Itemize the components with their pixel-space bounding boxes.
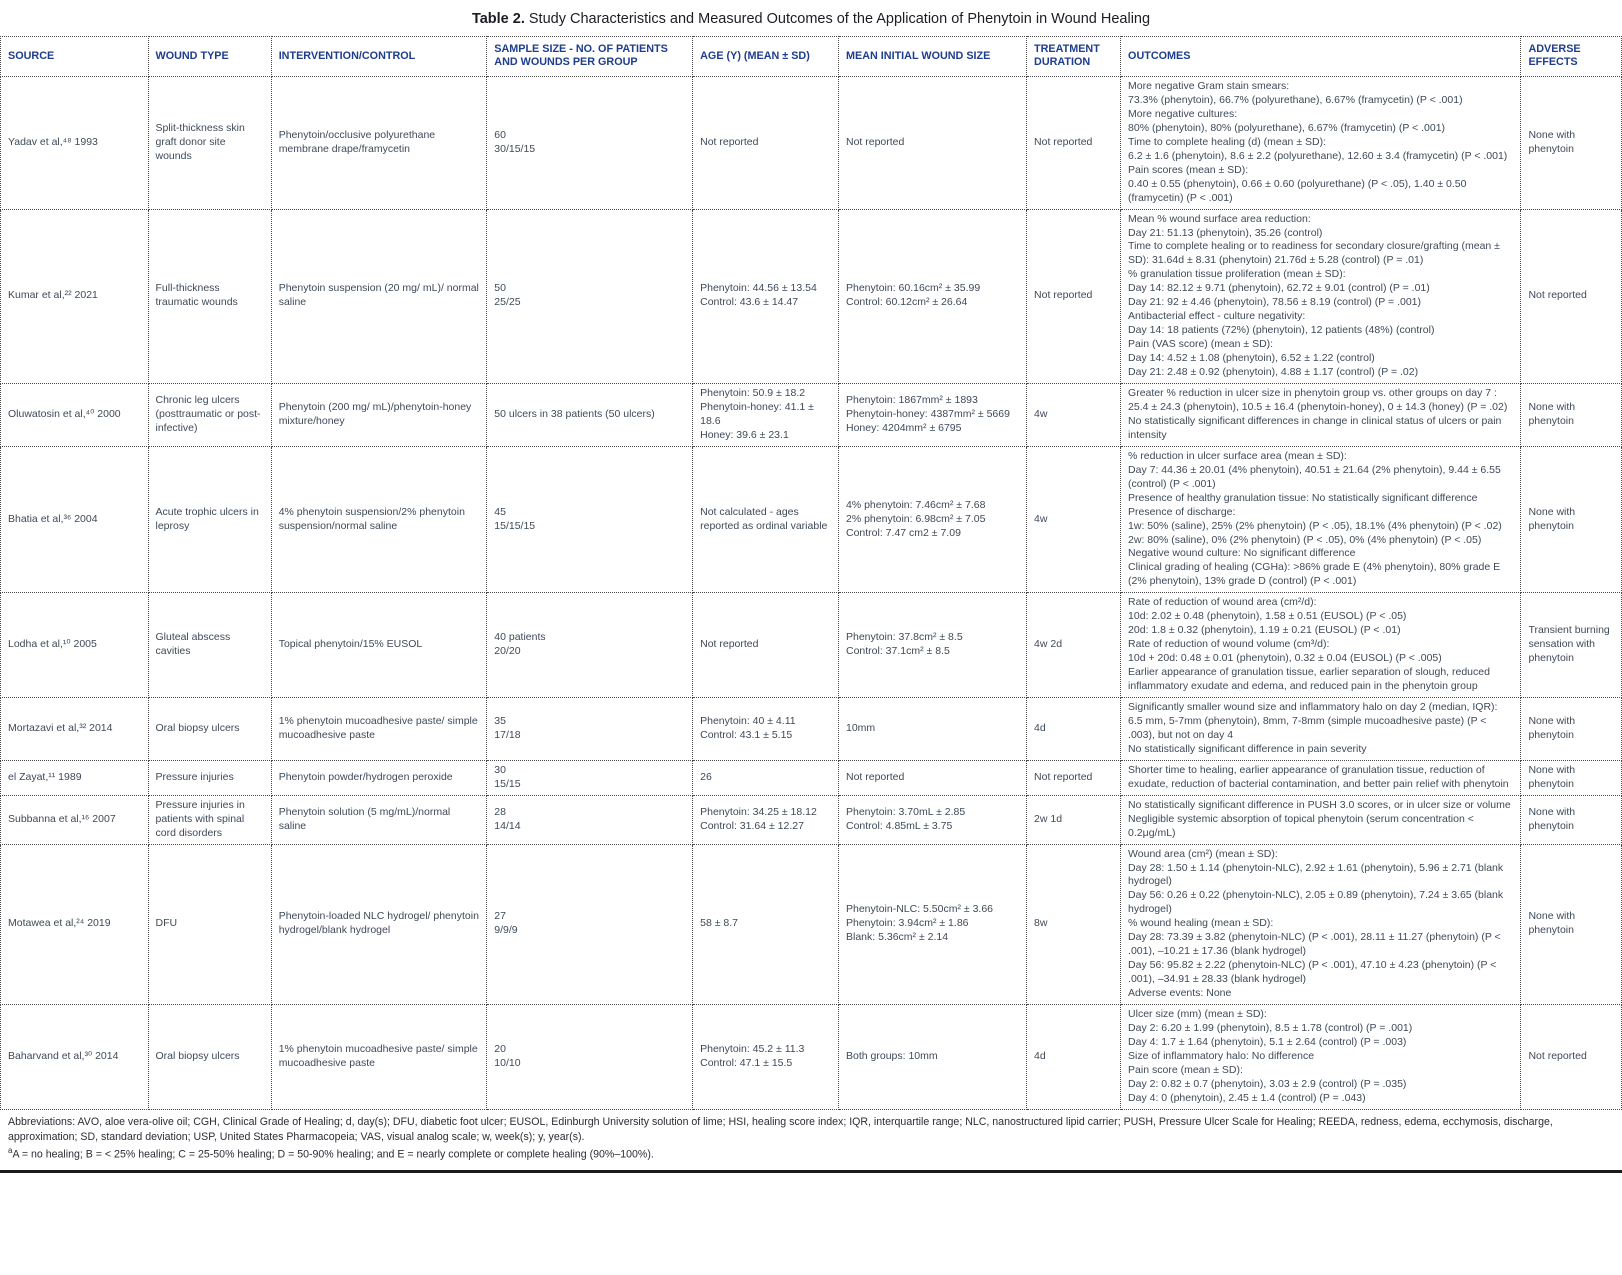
cell-sample_size: 45 15/15/15 bbox=[487, 446, 693, 593]
cell-source: Yadav et al,⁴⁸ 1993 bbox=[1, 76, 149, 209]
table-title-label: Table 2. bbox=[471, 11, 525, 27]
cell-adverse: None with phenytoin bbox=[1521, 795, 1622, 844]
cell-age: 26 bbox=[693, 760, 839, 795]
cell-outcomes: Ulcer size (mm) (mean ± SD): Day 2: 6.20 ± 1.99 (phenytoin), 8.5 ± 1.78 (control) (P = .001) Day 4: 1.7 ± 1.64 (phenytoin), 5.1 ± 2.64 (control) (P = .003) Size of inflammatory halo: No difference Pain score (mean ± SD): Day 2: 0.82 ± 0.7 (phenytoin), 3.03 ± 2.9 (control) (P = .035) Day 4: 0 (phenytoin), 2.45 ± 1.4 (control) (P = .043) bbox=[1121, 1005, 1521, 1110]
column-header-age: AGE (Y) (MEAN ± SD) bbox=[693, 37, 839, 77]
cell-duration: 4d bbox=[1027, 1005, 1121, 1110]
cell-adverse: None with phenytoin bbox=[1521, 760, 1622, 795]
column-header-adverse: ADVERSE EFFECTS bbox=[1521, 37, 1622, 77]
cell-intervention: Phenytoin solution (5 mg/mL)/normal saline bbox=[271, 795, 487, 844]
cell-adverse: None with phenytoin bbox=[1521, 383, 1622, 446]
cell-duration: 2w 1d bbox=[1027, 795, 1121, 844]
cell-wound_type: DFU bbox=[148, 844, 271, 1004]
column-header-sample_size: SAMPLE SIZE - NO. OF PATIENTS AND WOUNDS PER GROUP bbox=[487, 37, 693, 77]
bottom-rule bbox=[0, 1170, 1622, 1173]
cell-age: Phenytoin: 44.56 ± 13.54 Control: 43.6 ± 14.47 bbox=[693, 209, 839, 383]
cell-source: Subbanna et al,¹⁶ 2007 bbox=[1, 795, 149, 844]
cell-adverse: None with phenytoin bbox=[1521, 844, 1622, 1004]
cell-intervention: Phenytoin powder/hydrogen peroxide bbox=[271, 760, 487, 795]
cell-source: Baharvand et al,³⁰ 2014 bbox=[1, 1005, 149, 1110]
table-row bbox=[1, 795, 1622, 844]
study-table-header bbox=[1, 37, 1622, 77]
column-header-source: SOURCE bbox=[1, 37, 149, 77]
cell-duration: 4w bbox=[1027, 383, 1121, 446]
cell-outcomes: More negative Gram stain smears: 73.3% (phenytoin), 66.7% (polyurethane), 6.67% (framycetin) (P < .001) More negative cultures: 80% (phenytoin), 80% (polyurethane), 6.67% (framycetin) (P < .001) Time to complete healing (d) (mean ± SD): 6.2 ± 1.6 (phenytoin), 8.6 ± 2.2 (polyurethane), 12.60 ± 3.4 (framycetin) (P < .001) Pain scores (mean ± SD): 0.40 ± 0.55 (phenytoin), 0.66 ± 0.60 (polyurethane) (P < .05), 1.40 ± 0.50 (framycetin) (P < .001) bbox=[1121, 76, 1521, 209]
footnotes bbox=[0, 1110, 1622, 1168]
column-header-duration: TREATMENT DURATION bbox=[1027, 37, 1121, 77]
cell-wound_size: Phenytoin: 1867mm² ± 1893 Phenytoin-honey: 4387mm² ± 5669 Honey: 4204mm² ± 6795 bbox=[839, 383, 1027, 446]
cell-age: Not calculated - ages reported as ordinal variable bbox=[693, 446, 839, 593]
cell-wound_size: 4% phenytoin: 7.46cm² ± 7.68 2% phenytoin: 6.98cm² ± 7.05 Control: 7.47 cm2 ± 7.09 bbox=[839, 446, 1027, 593]
cell-source: el Zayat,¹¹ 1989 bbox=[1, 760, 149, 795]
footnote-line: $^a$A = no healing; B = < 25% healing; C = 25-50% healing; D = 50-90% healing; and E = nearly complete or complete healing (90%–100%). bbox=[8, 1146, 654, 1161]
cell-adverse: Not reported bbox=[1521, 209, 1622, 383]
cell-age: Phenytoin: 34.25 ± 18.12 Control: 31.64 ± 12.27 bbox=[693, 795, 839, 844]
column-header-intervention: INTERVENTION/CONTROL bbox=[271, 37, 487, 77]
cell-outcomes: No statistically significant difference in PUSH 3.0 scores, or in ulcer size or volume Negligible systemic absorption of topical phenytoin (serum concentration < 0.2μg/mL) bbox=[1121, 795, 1521, 844]
cell-wound_size: 10mm bbox=[839, 698, 1027, 761]
table-row bbox=[1, 209, 1622, 383]
cell-age: 58 ± 8.7 bbox=[693, 844, 839, 1004]
cell-wound_type: Gluteal abscess cavities bbox=[148, 593, 271, 698]
cell-sample_size: 20 10/10 bbox=[487, 1005, 693, 1110]
cell-source: Lodha et al,¹⁰ 2005 bbox=[1, 593, 149, 698]
cell-sample_size: 60 30/15/15 bbox=[487, 76, 693, 209]
cell-age: Not reported bbox=[693, 76, 839, 209]
cell-wound_type: Chronic leg ulcers (posttraumatic or post-infective) bbox=[148, 383, 271, 446]
cell-wound_type: Split-thickness skin graft donor site wounds bbox=[148, 76, 271, 209]
cell-wound_type: Oral biopsy ulcers bbox=[148, 1005, 271, 1110]
cell-outcomes: Wound area (cm²) (mean ± SD): Day 28: 1.50 ± 1.14 (phenytoin-NLC), 2.92 ± 1.61 (phenytoin), 5.96 ± 2.71 (blank hydrogel) Day 56: 0.26 ± 0.22 (phenytoin-NLC), 2.05 ± 0.89 (phenytoin), 7.24 ± 3.65 (blank hydrogel) % wound healing (mean ± SD): Day 28: 73.39 ± 3.82 (phenytoin-NLC) (P < .001), 28.11 ± 11.27 (phenytoin) (P < .001), –10.21 ± 17.36 (blank hydrogel) Day 56: 95.82 ± 2.22 (phenytoin-NLC) (P < .001), 47.10 ± 4.23 (phenytoin) (P < .001), –34.91 ± 28.33 (blank hydrogel) Adverse events: None bbox=[1121, 844, 1521, 1004]
table-row bbox=[1, 383, 1622, 446]
cell-sample_size: 40 patients 20/20 bbox=[487, 593, 693, 698]
cell-outcomes: Greater % reduction in ulcer size in phenytoin group vs. other groups on day 7 : 25.4 ± 24.3 (phenytoin), 10.5 ± 16.4 (phenytoin-honey), 0 ± 14.3 (honey) (P = .02) No statistically significant differences in change in clinical status of ulcers or pain intensity bbox=[1121, 383, 1521, 446]
table-row bbox=[1, 760, 1622, 795]
study-table-body bbox=[1, 76, 1622, 1109]
cell-outcomes: Mean % wound surface area reduction: Day 21: 51.13 (phenytoin), 35.26 (control) Time to complete healing or to readiness for secondary closure/grafting (mean ± SD): 31.64d ± 8.31 (phenytoin) 21.76d ± 5.28 (control) (P = .01) % granulation tissue proliferation (mean ± SD): Day 14: 82.12 ± 9.71 (phenytoin), 62.72 ± 9.01 (control) (P = .01) Day 21: 92 ± 4.46 (phenytoin), 78.56 ± 8.19 (control) (P = .001) Antibacterial effect - culture negativity: Day 14: 18 patients (72%) (phenytoin), 12 patients (48%) (control) Pain (VAS score) (mean ± SD): Day 14: 4.52 ± 1.08 (phenytoin), 6.52 ± 1.22 (control) Day 21: 2.48 ± 0.92 (phenytoin), 4.88 ± 1.17 (control) (P = .02) bbox=[1121, 209, 1521, 383]
table-row bbox=[1, 593, 1622, 698]
cell-outcomes: Shorter time to healing, earlier appearance of granulation tissue, reduction of exudate, reduction of bacterial contamination, and better pain relief with phenytoin bbox=[1121, 760, 1521, 795]
cell-source: Bhatia et al,³⁶ 2004 bbox=[1, 446, 149, 593]
cell-wound_type: Oral biopsy ulcers bbox=[148, 698, 271, 761]
table-title bbox=[0, 0, 1622, 36]
table-row bbox=[1, 1005, 1622, 1110]
cell-source: Motawea et al,²⁴ 2019 bbox=[1, 844, 149, 1004]
cell-intervention: Topical phenytoin/15% EUSOL bbox=[271, 593, 487, 698]
cell-sample_size: 28 14/14 bbox=[487, 795, 693, 844]
cell-intervention: 1% phenytoin mucoadhesive paste/ simple mucoadhesive paste bbox=[271, 698, 487, 761]
cell-outcomes: Significantly smaller wound size and inflammatory halo on day 2 (median, IQR): 6.5 mm, 5-7mm (phenytoin), 8mm, 7-8mm (simple mucoadhesive paste) (P < .003), but not on day 4 No statistically significant difference in pain severity bbox=[1121, 698, 1521, 761]
cell-age: Phenytoin: 40 ± 4.11 Control: 43.1 ± 5.15 bbox=[693, 698, 839, 761]
cell-adverse: None with phenytoin bbox=[1521, 698, 1622, 761]
cell-wound_size: Not reported bbox=[839, 76, 1027, 209]
cell-sample_size: 50 25/25 bbox=[487, 209, 693, 383]
cell-adverse: None with phenytoin bbox=[1521, 76, 1622, 209]
cell-duration: Not reported bbox=[1027, 76, 1121, 209]
cell-duration: 4w 2d bbox=[1027, 593, 1121, 698]
cell-source: Mortazavi et al,³² 2014 bbox=[1, 698, 149, 761]
cell-wound_type: Acute trophic ulcers in leprosy bbox=[148, 446, 271, 593]
footnote-line: Abbreviations: AVO, aloe vera-olive oil; CGH, Clinical Grade of Healing; d, day(s); DFU, diabetic foot ulcer; EUSOL, Edinburgh University solution of lime; HSI, healing score index; IQR, interquartile range; NLC, nanostructured lipid carrier; PUSH, Pressure Ulcer Scale for Healing; REEDA, redness, edema, ecchymosis, discharge, approximation; SD, standard deviation; USP, United States Pharmacopeia; VAS, visual analog scale; w, week(s); y, year(s). bbox=[8, 1115, 1553, 1144]
cell-duration: 4d bbox=[1027, 698, 1121, 761]
cell-adverse: None with phenytoin bbox=[1521, 446, 1622, 593]
cell-adverse: Transient burning sensation with phenytoin bbox=[1521, 593, 1622, 698]
table-row bbox=[1, 698, 1622, 761]
table-row bbox=[1, 76, 1622, 209]
cell-wound_size: Phenytoin: 60.16cm² ± 35.99 Control: 60.12cm² ± 26.64 bbox=[839, 209, 1027, 383]
column-header-wound_size: MEAN INITIAL WOUND SIZE bbox=[839, 37, 1027, 77]
cell-age: Phenytoin: 45.2 ± 11.3 Control: 47.1 ± 15.5 bbox=[693, 1005, 839, 1110]
cell-outcomes: Rate of reduction of wound area (cm²/d): 10d: 2.02 ± 0.48 (phenytoin), 1.58 ± 0.51 (EUSOL) (P < .05) 20d: 1.8 ± 0.32 (phenytoin), 1.19 ± 0.21 (EUSOL) (P < .01) Rate of reduction of wound volume (cm³/d): 10d + 20d: 0.48 ± 0.01 (phenytoin), 0.32 ± 0.04 (EUSOL) (P < .005) Earlier appearance of granulation tissue, earlier separation of slough, reduced inflammatory exudate and edema, and reduced pain in the phenytoin group bbox=[1121, 593, 1521, 698]
cell-sample_size: 27 9/9/9 bbox=[487, 844, 693, 1004]
column-header-outcomes: OUTCOMES bbox=[1121, 37, 1521, 77]
cell-age: Not reported bbox=[693, 593, 839, 698]
cell-intervention: Phenytoin-loaded NLC hydrogel/ phenytoin hydrogel/blank hydrogel bbox=[271, 844, 487, 1004]
cell-sample_size: 50 ulcers in 38 patients (50 ulcers) bbox=[487, 383, 693, 446]
cell-intervention: Phenytoin suspension (20 mg/ mL)/ normal saline bbox=[271, 209, 487, 383]
cell-source: Kumar et al,²² 2021 bbox=[1, 209, 149, 383]
cell-duration: Not reported bbox=[1027, 209, 1121, 383]
table-row bbox=[1, 446, 1622, 593]
cell-intervention: Phenytoin (200 mg/ mL)/phenytoin-honey mixture/honey bbox=[271, 383, 487, 446]
cell-wound_type: Pressure injuries bbox=[148, 760, 271, 795]
cell-duration: 4w bbox=[1027, 446, 1121, 593]
cell-wound_size: Phenytoin: 3.70mL ± 2.85 Control: 4.85mL ± 3.75 bbox=[839, 795, 1027, 844]
cell-adverse: Not reported bbox=[1521, 1005, 1622, 1110]
cell-intervention: Phenytoin/occlusive polyurethane membrane drape/framycetin bbox=[271, 76, 487, 209]
cell-wound_size: Not reported bbox=[839, 760, 1027, 795]
cell-age: Phenytoin: 50.9 ± 18.2 Phenytoin-honey: 41.1 ± 18.6 Honey: 39.6 ± 23.1 bbox=[693, 383, 839, 446]
table-title-text: Study Characteristics and Measured Outcomes of the Application of Phenytoin in Wound Healing bbox=[524, 11, 1151, 27]
cell-wound_size: Phenytoin: 37.8cm² ± 8.5 Control: 37.1cm² ± 8.5 bbox=[839, 593, 1027, 698]
cell-source: Oluwatosin et al,⁴⁰ 2000 bbox=[1, 383, 149, 446]
cell-sample_size: 35 17/18 bbox=[487, 698, 693, 761]
cell-duration: 8w bbox=[1027, 844, 1121, 1004]
cell-intervention: 4% phenytoin suspension/2% phenytoin suspension/normal saline bbox=[271, 446, 487, 593]
cell-wound_size: Both groups: 10mm bbox=[839, 1005, 1027, 1110]
study-table bbox=[0, 36, 1622, 1110]
cell-wound_type: Full-thickness traumatic wounds bbox=[148, 209, 271, 383]
cell-intervention: 1% phenytoin mucoadhesive paste/ simple mucoadhesive paste bbox=[271, 1005, 487, 1110]
column-header-wound_type: WOUND TYPE bbox=[148, 37, 271, 77]
cell-wound_type: Pressure injuries in patients with spinal cord disorders bbox=[148, 795, 271, 844]
cell-duration: Not reported bbox=[1027, 760, 1121, 795]
cell-outcomes: % reduction in ulcer surface area (mean ± SD): Day 7: 44.36 ± 20.01 (4% phenytoin), 40.51 ± 21.64 (2% phenytoin), 9.44 ± 6.55 (control) (P < .001) Presence of healthy granulation tissue: No statistically significant difference Presence of discharge: 1w: 50% (saline), 25% (2% phenytoin) (P < .05), 18.1% (4% phenytoin) (P < .02) 2w: 80% (saline), 0% (2% phenytoin) (P < .05), 0% (4% phenytoin) (P < .05) Negative wound culture: No significant difference Clinical grading of healing (CGHa): >86% grade E (4% phenytoin), 80% grade E (2% phenytoin), 13% grade D (control) (P < .001) bbox=[1121, 446, 1521, 593]
table-row bbox=[1, 844, 1622, 1004]
header-row bbox=[1, 37, 1622, 77]
cell-sample_size: 30 15/15 bbox=[487, 760, 693, 795]
cell-wound_size: Phenytoin-NLC: 5.50cm² ± 3.66 Phenytoin: 3.94cm² ± 1.86 Blank: 5.36cm² ± 2.14 bbox=[839, 844, 1027, 1004]
